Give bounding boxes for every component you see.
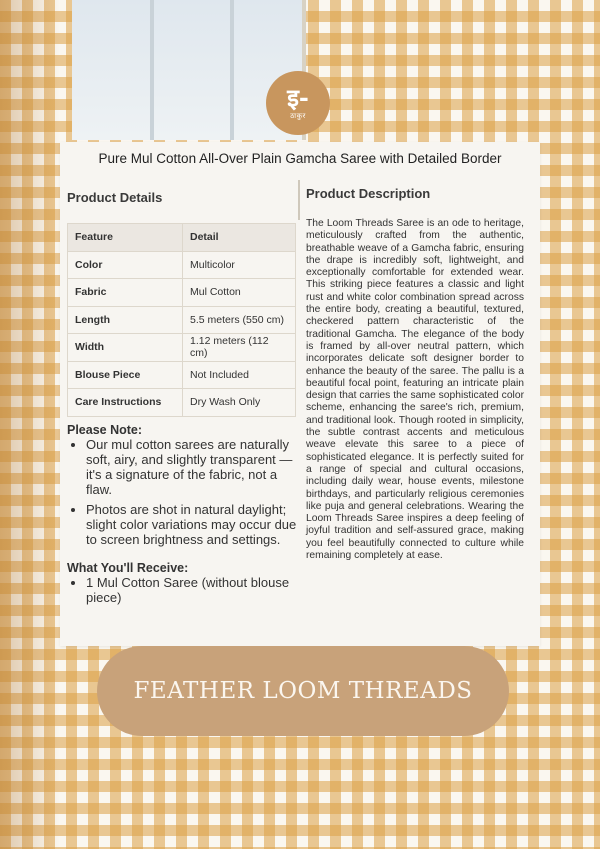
table-row xyxy=(68,334,296,362)
table-row xyxy=(68,306,296,334)
detail-cell: 1.12 meters (112 cm) xyxy=(183,334,296,362)
brand-logo xyxy=(266,71,330,135)
detail-cell: 5.5 meters (550 cm) xyxy=(183,306,296,334)
table-row xyxy=(68,361,296,389)
detail-cell: Multicolor xyxy=(183,251,296,279)
feature-cell: Length xyxy=(68,306,183,334)
receive-list xyxy=(67,575,299,605)
logo-text: ठाकुर xyxy=(290,112,306,120)
feature-cell: Blouse Piece xyxy=(68,361,183,389)
receive-heading: What You'll Receive: xyxy=(67,560,189,575)
please-note-heading: Please Note: xyxy=(67,422,143,437)
feature-cell: Width xyxy=(68,334,183,362)
product-description-text: The Loom Threads Saree is an ode to heritage, meticulously crafted from the authentic, breathable weave of a Gamcha fabric, ensuring the drape is incredibly soft, lightweight, and exceptionally comfortable for extended wear. This striking piece features a classic and light rust and white color combination spread across the entire body, creating a beautiful, textured, checkered pattern characteristic of the traditional Gamcha. The elegance of the body is framed by all-over neutral pattern, which incorporates delicate soft designer border to enhance the beauty of the saree. The pallu is a beautiful focal point, featuring an intricate plain design that carries the same sophisticated color scheme, enhancing the saree's rich, premium, and traditional look. Though rooted in simplicity, the subtle contrast accents and meticulous weave elevate this saree to a piece of sophisticated elegance. It is perfectly suited for a range of special and cultural occasions, including daily wear, house events, milestone birthdays, and particularly religious ceremonies like puja and general celebrations. Wearing the Loom Threads Saree inspires a deep feeling of joyful tradition and self-assured grace, making you feel beautifully connected to culture while remaining completely at ease. xyxy=(306,218,524,562)
detail-cell: Mul Cotton xyxy=(183,279,296,307)
column-header-feature: Feature xyxy=(68,224,183,252)
column-header-detail: Detail xyxy=(183,224,296,252)
feature-cell: Care Instructions xyxy=(68,389,183,417)
table-row xyxy=(68,279,296,307)
detail-cell: Dry Wash Only xyxy=(183,389,296,417)
product-card xyxy=(60,142,540,646)
feature-cell: Color xyxy=(68,251,183,279)
list-item: • 1 Mul Cotton Saree (without blouse piece) xyxy=(86,575,299,605)
page-title: Pure Mul Cotton All-Over Plain Gamcha Saree with Detailed Border xyxy=(98,151,502,166)
right-column xyxy=(306,186,524,573)
list-item: • Photos are shot in natural daylight; slight color variations may occur due to screen brightness and settings. xyxy=(86,502,299,547)
detail-cell: Not Included xyxy=(183,361,296,389)
note-list xyxy=(67,437,299,547)
logo-mark: इ- xyxy=(287,82,309,112)
list-item: • Our mul cotton sarees are naturally soft, airy, and slightly transparent — it's a signature of the fabric, not a flaw. xyxy=(86,437,299,497)
table-header-row xyxy=(68,224,296,252)
curtain-shadow xyxy=(0,0,60,849)
product-description-heading: Product Description xyxy=(306,186,431,201)
brand-banner-text: FEATHER LOOM THREADS xyxy=(133,678,473,704)
table-row xyxy=(68,389,296,417)
product-details-heading: Product Details xyxy=(67,190,163,205)
brand-banner xyxy=(97,646,509,736)
product-details-table xyxy=(67,223,296,417)
left-column xyxy=(67,190,299,610)
feature-cell: Fabric xyxy=(68,279,183,307)
table-row xyxy=(68,251,296,279)
